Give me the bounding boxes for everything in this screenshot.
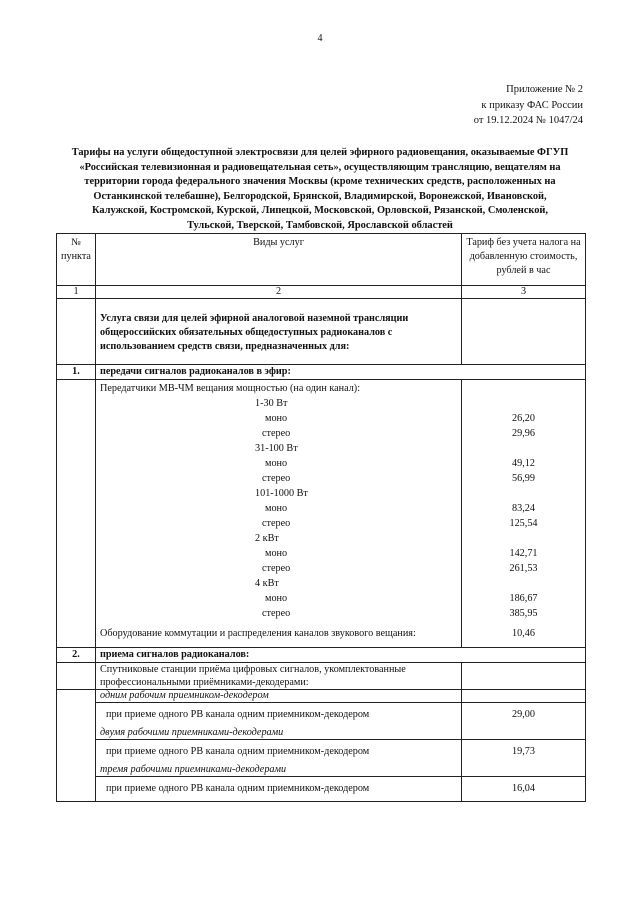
column-numbers-row <box>57 286 586 299</box>
stereo-price: 29,96 <box>512 428 535 439</box>
stereo-price: 385,95 <box>509 608 538 619</box>
annex-line-1: Приложение № 2 <box>506 84 583 95</box>
mono-label: моно <box>265 593 288 604</box>
section-2-row <box>57 648 586 663</box>
mono-label: моно <box>265 548 288 559</box>
power-label: 4 кВт <box>255 578 279 589</box>
service-intro: Услуга связи для целей эфирной аналоговой наземной трансляции общероссийских обязательных общедоступных радиоканалов с использованием средств связи, предназначенных для: <box>96 299 462 365</box>
header-tariff: Тариф без учета налога на добавленную стоимость, рублей в час <box>462 234 586 286</box>
power-label: 31-100 Вт <box>255 443 298 454</box>
stereo-price: 125,54 <box>509 518 538 529</box>
page-number: 4 <box>317 33 323 44</box>
mono-label: моно <box>265 413 288 424</box>
power-label: 101-1000 Вт <box>255 488 308 499</box>
mono-price: 142,71 <box>509 548 538 559</box>
spacer <box>462 727 585 740</box>
receiver-heading: двумя рабочими приемниками-декодерами <box>96 727 461 740</box>
stereo-label: стерео <box>262 563 291 574</box>
spacer <box>466 441 581 456</box>
col-number: 1 <box>57 286 96 299</box>
satellite-intro: Спутниковые станции приёма цифровых сигналов, укомплектованные профессиональными приёмниками-декодерами: <box>96 663 462 690</box>
annex-line-2: к приказу ФАС России <box>481 99 583 111</box>
service-intro-row <box>57 299 586 365</box>
mono-price: 26,20 <box>512 413 535 424</box>
stereo-price: 56,99 <box>512 473 535 484</box>
section-1-num: 1. <box>57 365 96 380</box>
annex-line-3: от 19.12.2024 № 1047/24 <box>473 115 583 126</box>
tariff-table <box>56 233 586 802</box>
section-2-body <box>57 690 586 802</box>
mono-label: моно <box>265 503 288 514</box>
stereo-label: стерео <box>262 428 291 439</box>
receiver-heading: одним рабочим приемником-декодером <box>96 690 461 703</box>
power-label: 2 кВт <box>255 533 279 544</box>
receiver-price: 19,73 <box>512 746 535 757</box>
annex-block <box>474 82 583 129</box>
receiver-price: 29,00 <box>512 709 535 720</box>
section-1-row <box>57 365 586 380</box>
stereo-label: стерео <box>262 608 291 619</box>
spacer <box>466 531 581 546</box>
receiver-price: 16,04 <box>512 783 535 794</box>
receiver-label: при приеме одного РВ канала одним приемником-декодером <box>106 709 370 720</box>
section-2-intro-row <box>57 663 586 690</box>
receiver-heading: тремя рабочими приемниками-декодерами <box>96 764 461 777</box>
stereo-label: стерео <box>262 518 291 529</box>
col-number: 2 <box>96 286 462 299</box>
spacer <box>466 396 581 411</box>
spacer <box>462 764 585 777</box>
transmitters-intro: Передатчики МВ-ЧМ вещания мощностью (на один канал): <box>100 383 361 394</box>
section-2-title: приема сигналов радиоканалов: <box>96 648 586 663</box>
header-service: Виды услуг <box>96 234 462 286</box>
stereo-price: 261,53 <box>509 563 538 574</box>
stereo-label: стерео <box>262 473 291 484</box>
mono-label: моно <box>265 458 288 469</box>
mono-price: 49,12 <box>512 458 535 469</box>
spacer <box>466 576 581 591</box>
mono-price: 186,67 <box>509 593 538 604</box>
equipment-price: 10,46 <box>512 628 535 639</box>
col-number: 3 <box>462 286 586 299</box>
header-num: № пункта <box>57 234 96 286</box>
equipment-label: Оборудование коммутации и распределения каналов звукового вещания: <box>100 628 416 639</box>
section-1-body <box>57 380 586 648</box>
spacer <box>466 486 581 501</box>
mono-price: 83,24 <box>512 503 535 514</box>
receiver-label: при приеме одного РВ канала одним приемником-декодером <box>106 746 370 757</box>
document-title: Тарифы на услуги общедоступной электросвязи для целей эфирного радиовещания, оказываемые ФГУП «Российская телевизионная и радиовещательная сеть», осуществляющим трансляцию, вещателям на территории города федерального значения Москвы (кроме технических средств, расположенных на Останкинской телебашне), Белгородской, Брянской, Владимирской, Воронежской, Ивановской, Калужской, Костромской, Курской, Липецкой, Московской, Орловской, Рязанской, Смоленской, Тульской, Тверской, Тамбовской, Ярославской областей <box>71 147 569 231</box>
table-header-row <box>57 234 586 286</box>
section-1-title: передачи сигналов радиоканалов в эфир: <box>96 365 586 380</box>
spacer <box>462 690 585 703</box>
section-2-num: 2. <box>57 648 96 663</box>
power-label: 1-30 Вт <box>255 398 288 409</box>
receiver-label: при приеме одного РВ канала одним приемником-декодером <box>106 783 370 794</box>
